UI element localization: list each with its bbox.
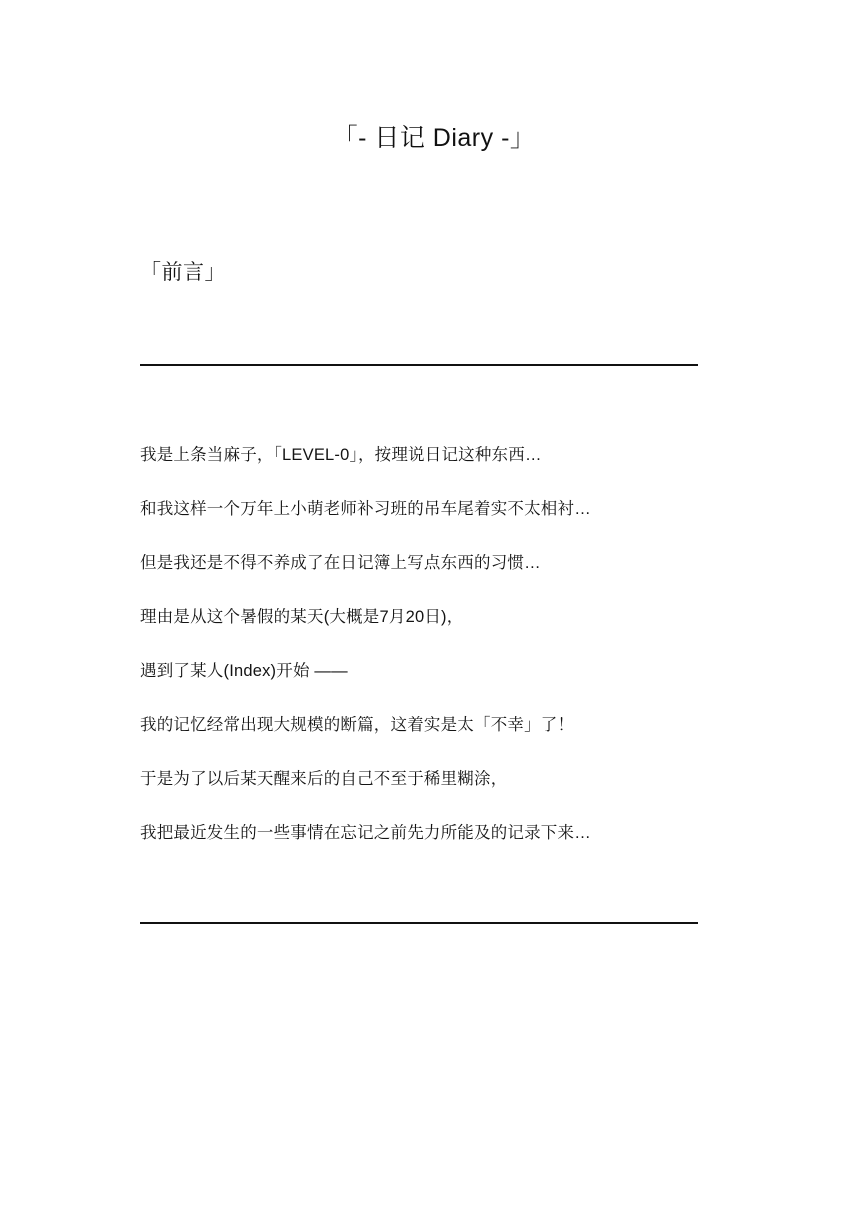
divider-top — [140, 364, 698, 366]
body-line: 但是我还是不得不养成了在日记簿上写点东西的习惯… — [140, 554, 541, 572]
body-line: 我把最近发生的一些事情在忘记之前先力所能及的记录下来… — [140, 824, 591, 842]
section-heading-preface: 「前言」 — [140, 261, 226, 284]
body-line: 我是上条当麻子，「LEVEL-0」，按理说日记这种东西… — [140, 446, 542, 464]
body-text-block — [140, 428, 740, 860]
body-line: 遇到了某人(Index)开始 —— — [140, 662, 348, 680]
body-line: 和我这样一个万年上小萌老师补习班的吊车尾着实不太相衬… — [140, 500, 591, 518]
body-line: 我的记忆经常出现大规模的断篇，这着实是太「不幸」了！ — [140, 716, 575, 734]
body-line: 于是为了以后某天醒来后的自己不至于稀里糊涂， — [140, 770, 508, 788]
body-line: 理由是从这个暑假的某天(大概是7月20日)， — [140, 608, 464, 626]
divider-bottom — [140, 922, 698, 924]
page-title: 「- 日记 Diary -」 — [332, 124, 536, 152]
